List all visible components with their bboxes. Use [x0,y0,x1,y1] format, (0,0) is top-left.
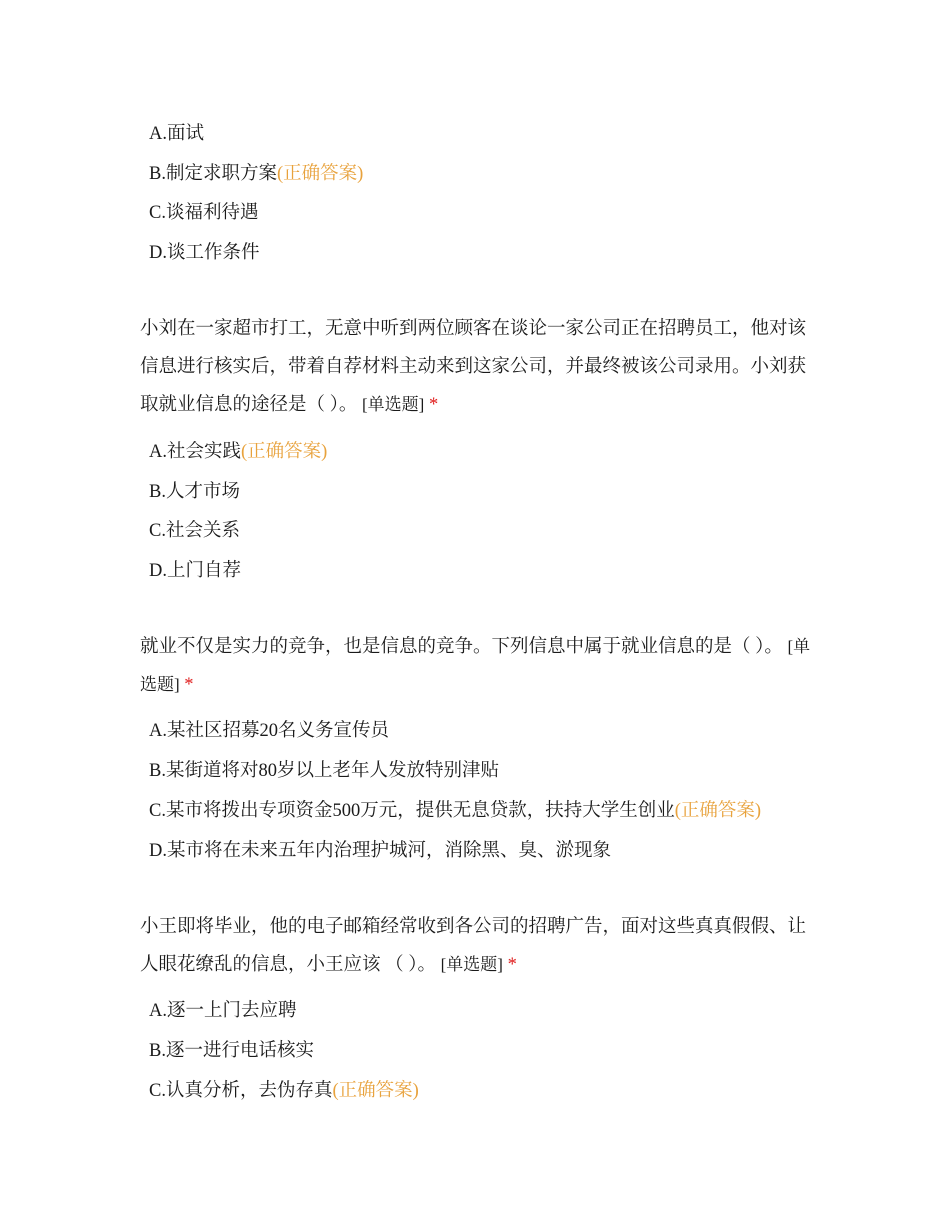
correct-answer-label: (正确答案) [332,1081,419,1101]
q2-question-text: 就业不仅是实力的竞争，也是信息的竞争。下列信息中属于就业信息的是（ ）。 [单选题] * [140,637,811,695]
question-type-tag: [单选题] [362,395,425,414]
q2-option-b: B.某街道将对80岁以上老年人发放特别津贴 [149,761,499,781]
q0-option-d: D.谈工作条件 [149,243,260,263]
correct-answer-label: (正确答案) [276,164,364,184]
q0-option-c: C.谈福利待遇 [149,203,259,223]
question-type-tag: [单选题] [440,955,503,974]
required-mark: * [184,675,194,695]
correct-answer-label: (正确答案) [674,801,762,821]
q0-option-a: A.面试 [149,124,204,144]
question-type-tag: [单选题] [140,637,811,694]
required-mark: * [428,395,439,415]
q1-question-text: 小刘在一家超市打工，无意中听到两位顾客在谈论一家公司正在招聘员工，他对该信息进行核实后，带着自荐材料主动来到这家公司，并最终被该公司录用。小刘获取就业信息的途径是（ ）。 [单选题] * [140,319,807,415]
q2-option-c: C.某市将拨出专项资金500万元，提供无息贷款，扶持大学生创业(正确答案) [149,801,762,821]
q3-option-c: C.认真分析，去伪存真(正确答案) [149,1081,419,1101]
q1-option-d: D.上门自荐 [149,561,241,581]
q1-option-b: B.人才市场 [149,482,240,502]
q3-option-a: A.逐一上门去应聘 [149,1001,297,1021]
q3-option-b: B.逐一进行电话核实 [149,1041,314,1061]
q1-option-a: A.社会实践(正确答案) [149,442,328,462]
correct-answer-label: (正确答案) [241,442,328,462]
q1-option-c: C.社会关系 [149,521,240,541]
q2-option-d: D.某市将在未来五年内治理护城河，消除黑、臭、淤现象 [149,841,611,861]
q0-option-b: B.制定求职方案(正确答案) [149,164,364,184]
required-mark: * [507,955,517,975]
q3-question-text: 小王即将毕业，他的电子邮箱经常收到各公司的招聘广告，面对这些真真假假、让人眼花缭乱的信息，小王应该 （ ）。 [单选题] * [140,917,807,975]
q2-option-a: A.某社区招募20名义务宣传员 [149,721,389,741]
